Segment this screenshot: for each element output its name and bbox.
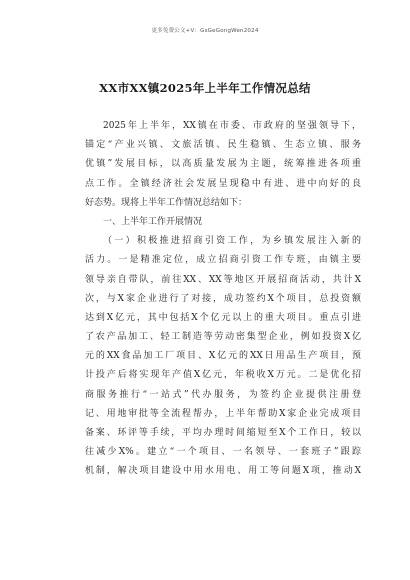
paragraph-line: 了农产品加工、轻工制造等劳动密集型企业，例如投资X亿 [85, 332, 361, 343]
paragraph-line: 记、用地审批等全流程帮办，上半年帮助X家企业完成项目 [85, 408, 361, 419]
watermark-text: 更多免费公文+V：GsGeGongWen2024 [151, 28, 259, 34]
document-body [85, 117, 361, 482]
paragraph-line: 锚定“产业兴镇、文旅活镇、民生稳镇、生态立镇、服务 [85, 140, 361, 151]
paragraph-line: 领导亲自带队，前往XX、XX等地区开展招商活动，共计X [85, 274, 361, 285]
paragraph-line: 机制，解决项目建设中用水用电、用工等问题X项，推动X [85, 466, 361, 477]
paragraph-line: 元的XX食品加工厂项目、X亿元的XX日用品生产项目，预 [85, 351, 361, 362]
paragraph-line: 备案、环评等手续，平均办理时间缩短至X个工作日，较以 [85, 428, 361, 438]
paragraph-line: 达到X亿元，其中包括X个亿元以上的重大项目。重点引进 [85, 312, 361, 323]
paragraph-line: （一）积极推进招商引资工作，为乡镇发展注入新的 [103, 236, 361, 247]
paragraph-line: 活力。一是精准定位，成立招商引资工作专班，由镇主要 [85, 255, 361, 266]
paragraph-line: 点工作。全镇经济社会发展呈现稳中有进、进中向好的良 [85, 178, 361, 189]
paragraph-line: 次，与X家企业进行了对接，成功签约X个项目，总投资额 [85, 293, 361, 304]
paragraph-line: 好态势。现将上半年工作情况总结如下： [85, 197, 248, 208]
paragraph-line: 优镇”发展目标，以高质量发展为主题，统筹推进各项重 [85, 159, 361, 170]
paragraph-line: 计投产后将实现年产值X亿元，年税收X万元。二是优化招 [85, 370, 361, 381]
paragraph-line: 2025年上半年，XX镇在市委、市政府的坚强领导下， [103, 121, 361, 131]
paragraph-line: 往减少X%。建立“一个项目、一名领导、一套班子”跟踪 [85, 447, 361, 458]
paragraph-line: 商服务推行“一站式”代办服务，为签约企业提供注册登 [85, 389, 361, 400]
section-heading: 一、上半年工作开展情况 [103, 216, 203, 227]
document-title: XX市XX镇2025年上半年工作情况总结 [99, 81, 311, 95]
